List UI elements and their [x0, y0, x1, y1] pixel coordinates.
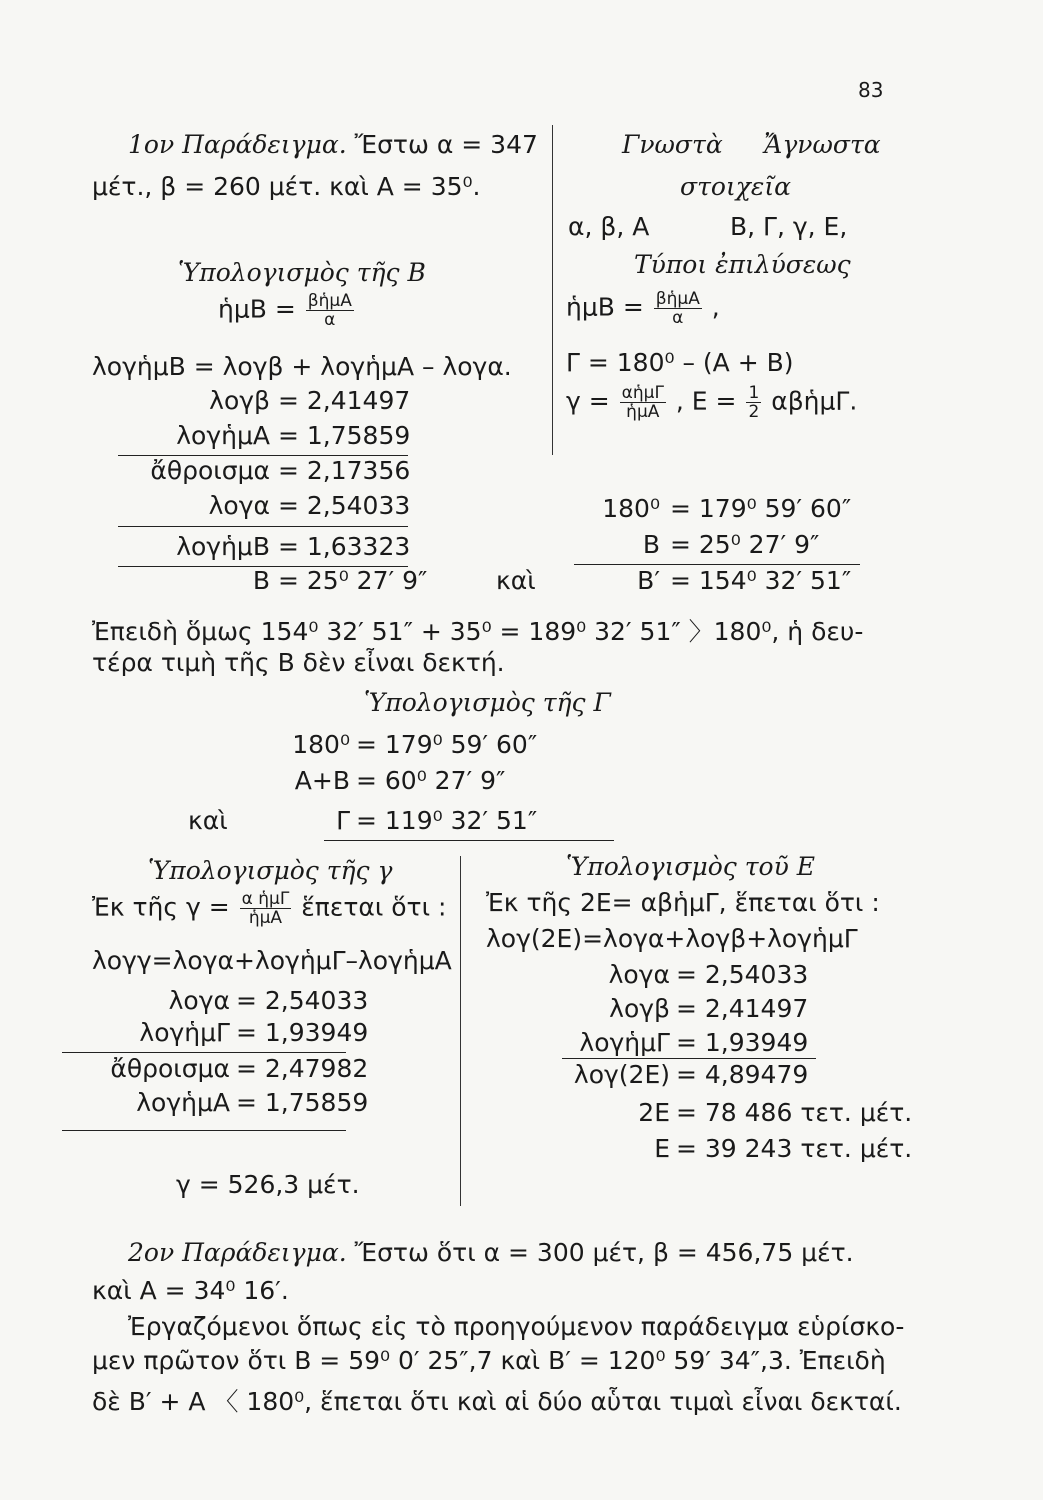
calc-G-value: = 60⁰ 27′ 9″ [356, 766, 506, 795]
formula-g-denominator: ἡμΑ [626, 402, 660, 422]
calc-E-label: λογβ [609, 994, 670, 1023]
example2-label: 2ον Παράδειγμα. [128, 1238, 347, 1267]
formula-E-tail: αβἡμΓ. [771, 386, 858, 416]
calc-E-title: Ὑπολογισμὸς τοῦ Ε [566, 852, 815, 881]
left-row-label: λογἡμΒ [176, 532, 270, 561]
calc-g-label: λογἡμΓ [139, 1018, 230, 1047]
formula-g-lhs: γ = [566, 386, 610, 416]
divider [562, 1058, 816, 1059]
formula-g-E [566, 384, 857, 421]
divider [62, 1052, 346, 1053]
calc-G-value: = 119⁰ 32′ 51″ [356, 806, 538, 835]
calc-E-value: = 39 243 τετ. μέτ. [676, 1134, 913, 1163]
formulas-title: Τύποι ἐπιλύσεως [634, 250, 851, 279]
calc-g-line2: λογγ=λογα+λογἡμΓ–λογἡμΑ [92, 946, 452, 975]
formula-sinB [566, 290, 720, 327]
formula-sinB-lhs: ἡμΒ = [566, 292, 644, 322]
calc-G-title: Ὑπολογισμὸς τῆς Γ [364, 688, 611, 717]
known-label: Γνωστὰ [622, 130, 723, 159]
calc-g-label: λογα [168, 986, 230, 1015]
left-row-value: = 1,75859 [278, 421, 411, 450]
right-row-value: = 179⁰ 59′ 60″ [670, 494, 852, 523]
page-number: 83 [858, 78, 884, 102]
calc-g-result: γ = 526,3 μέτ. [176, 1170, 360, 1199]
calc-E-line2: λογ(2Ε)=λογα+λογβ+λογἡμΓ [486, 924, 858, 953]
sinB-denominator: α [324, 310, 336, 330]
known-values: α, β, Α [568, 212, 650, 241]
formula-E-numerator: 1 [748, 383, 760, 403]
calc-g-value: = 1,75859 [236, 1088, 369, 1117]
example1-given-line2: μέτ., β = 260 μέτ. καὶ Α = 35⁰. [92, 172, 481, 201]
calc-g-label: λογἡμΑ [136, 1088, 230, 1117]
calc-B-title: Ὑπολογισμὸς τῆς Β [178, 258, 426, 287]
example1-label: 1ον Παράδειγμα. [128, 130, 347, 159]
paragraph-line: τέρα τιμὴ τῆς Β δὲν εἶναι δεκτή. [92, 648, 505, 677]
formula-g-fraction [620, 384, 666, 421]
calc-E-value: = 1,93949 [676, 1028, 809, 1057]
formula-E-denominator: 2 [748, 402, 760, 422]
right-row-label: Β′ [637, 566, 660, 595]
example2-given: Ἔστω ὅτι α = 300 μέτ, β = 456,75 μέτ. [354, 1238, 854, 1267]
calc-g-tail: ἕπεται ὅτι : [301, 892, 447, 922]
left-row-label: λογα [208, 491, 270, 520]
divider [574, 564, 860, 565]
formula-sinB-fraction [654, 290, 702, 327]
paragraph-line: δὲ Β′ + Α 〈 180⁰, ἕπεται ὅτι καὶ αἱ δύο αὗται τιμαὶ εἶναι δεκταί. [92, 1387, 902, 1416]
right-row-value: = 25⁰ 27′ 9″ [670, 530, 820, 559]
calc-E-value: = 2,41497 [676, 994, 809, 1023]
sinB-lhs: ἡμΒ = [218, 294, 296, 324]
elements-label: στοιχεῖα [680, 172, 791, 201]
calc-E-label: Ε [654, 1134, 670, 1163]
log-formula: λογἡμΒ = λογβ + λογἡμΑ – λογα. [92, 352, 512, 381]
right-row-label: 180⁰ [602, 494, 660, 523]
example2-heading [128, 1238, 854, 1267]
column-divider [460, 856, 461, 1206]
left-row-label: Β [252, 566, 270, 595]
sinB-formula [218, 292, 356, 329]
left-row-value: = 2,41497 [278, 386, 411, 415]
kai-label: καὶ [496, 566, 536, 595]
calc-g-value: = 1,93949 [236, 1018, 369, 1047]
sinB-numerator: βἡμΑ [307, 291, 352, 311]
formula-sinB-denominator: α [672, 308, 684, 328]
formula-sinB-numerator: βἡμΑ [655, 289, 700, 309]
calc-g-fraction [240, 890, 292, 927]
calc-E-value: = 2,54033 [676, 960, 809, 989]
paragraph-line: Ἐπειδὴ ὅμως 154⁰ 32′ 51″ + 35⁰ = 189⁰ 32′ 51″ 〉180⁰, ἡ δευ- [92, 617, 864, 646]
example2-given-line2: καὶ Α = 34⁰ 16′. [92, 1276, 289, 1305]
formula-g-numerator: αἡμΓ [621, 383, 664, 403]
calc-E-line1: Ἐκ τῆς 2Ε= αβἡμΓ, ἕπεται ὅτι : [486, 888, 880, 917]
calc-g-denominator: ἡμΑ [248, 908, 283, 928]
paragraph-line: μεν πρῶτον ὅτι Β = 59⁰ 0′ 25″,7 καὶ Β′ = 120⁰ 59′ 34″,3. Ἐπειδὴ [92, 1346, 886, 1375]
calc-E-label: 2Ε [638, 1098, 670, 1127]
right-row-label: Β [642, 530, 660, 559]
calc-G-value: = 179⁰ 59′ 60″ [356, 730, 538, 759]
calc-g-value: = 2,54033 [236, 986, 369, 1015]
calc-G-label: Α+Β [294, 766, 350, 795]
calc-E-label: λογα [608, 960, 670, 989]
left-row-value: = 2,54033 [278, 491, 411, 520]
unknown-label: Ἄγνωστα [764, 130, 881, 159]
divider [324, 840, 614, 841]
left-row-value: = 2,17356 [278, 456, 411, 485]
calc-G-label: 180⁰ [292, 730, 350, 759]
example1-heading [128, 130, 538, 159]
example1-given: Ἔστω α = 347 [354, 130, 538, 159]
calc-g-lhs: Ἐκ τῆς γ = [92, 892, 230, 922]
calc-g-value: = 2,47982 [236, 1054, 369, 1083]
unknown-values: Β, Γ, γ, Ε, [730, 212, 848, 241]
calc-G-label: Γ [336, 806, 350, 835]
formula-E-fraction [746, 384, 761, 421]
calc-E-value: = 78 486 τετ. μέτ. [676, 1098, 913, 1127]
calc-E-label: λογ(2Ε) [573, 1060, 670, 1089]
calc-g-numerator: α ἡμΓ [241, 889, 290, 909]
calc-g-title: Ὑπολογισμὸς τῆς γ [148, 856, 393, 885]
calc-E-label: λογἡμΓ [579, 1028, 670, 1057]
right-row-value: = 154⁰ 32′ 51″ [670, 566, 852, 595]
left-row-label: λογβ [209, 386, 270, 415]
calc-g-label: ἄθροισμα [110, 1054, 230, 1083]
calc-g-line1 [92, 890, 446, 927]
formula-G: Γ = 180⁰ – (Α + Β) [566, 348, 794, 377]
left-row-label: ἄθροισμα [150, 456, 270, 485]
divider [118, 526, 408, 527]
left-row-value: = 25⁰ 27′ 9″ [278, 566, 428, 595]
column-divider [552, 125, 553, 455]
sinB-fraction [306, 292, 354, 329]
calc-E-value: = 4,89479 [676, 1060, 809, 1089]
left-row-label: λογἡμΑ [176, 421, 270, 450]
paragraph-line: Ἐργαζόμενοι ὅπως εἰς τὸ προηγούμενον παράδειγμα εὑρίσκο- [128, 1312, 905, 1341]
divider [62, 1130, 346, 1131]
formula-sinB-tail: , [711, 292, 720, 322]
left-row-value: = 1,63323 [278, 532, 411, 561]
formula-E-lhs: , Ε = [675, 386, 737, 416]
kai-label: καὶ [188, 806, 228, 835]
